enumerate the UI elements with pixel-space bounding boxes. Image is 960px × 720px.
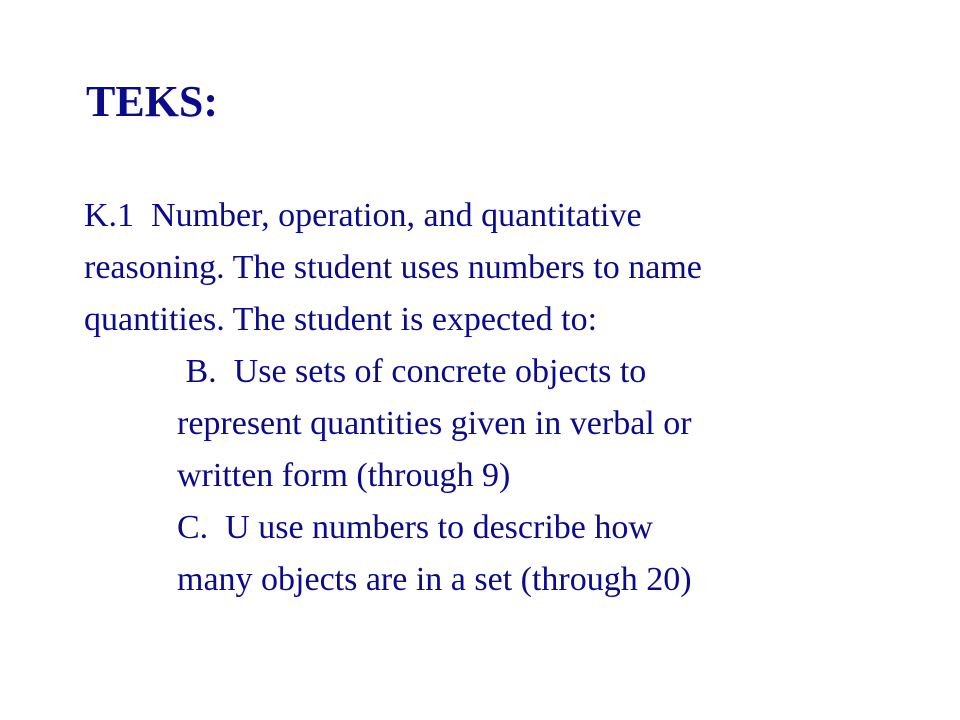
intro-line: reasoning. The student uses numbers to name xyxy=(84,249,702,286)
item-c xyxy=(84,502,904,606)
teks-body xyxy=(84,190,904,606)
item-b xyxy=(84,346,904,502)
intro-line: K.1 Number, operation, and quantitative xyxy=(84,197,642,234)
item-b-line: written form (through 9) xyxy=(177,457,511,494)
item-c-line: many objects are in a set (through 20) xyxy=(177,561,692,598)
item-b-line: B. Use sets of concrete objects to xyxy=(177,353,647,390)
intro-line: quantities. The student is expected to: xyxy=(84,301,598,338)
item-c-line: C. U use numbers to describe how xyxy=(177,509,653,546)
item-b-line: represent quantities given in verbal or xyxy=(177,405,692,442)
slide-title: TEKS: xyxy=(86,77,219,126)
